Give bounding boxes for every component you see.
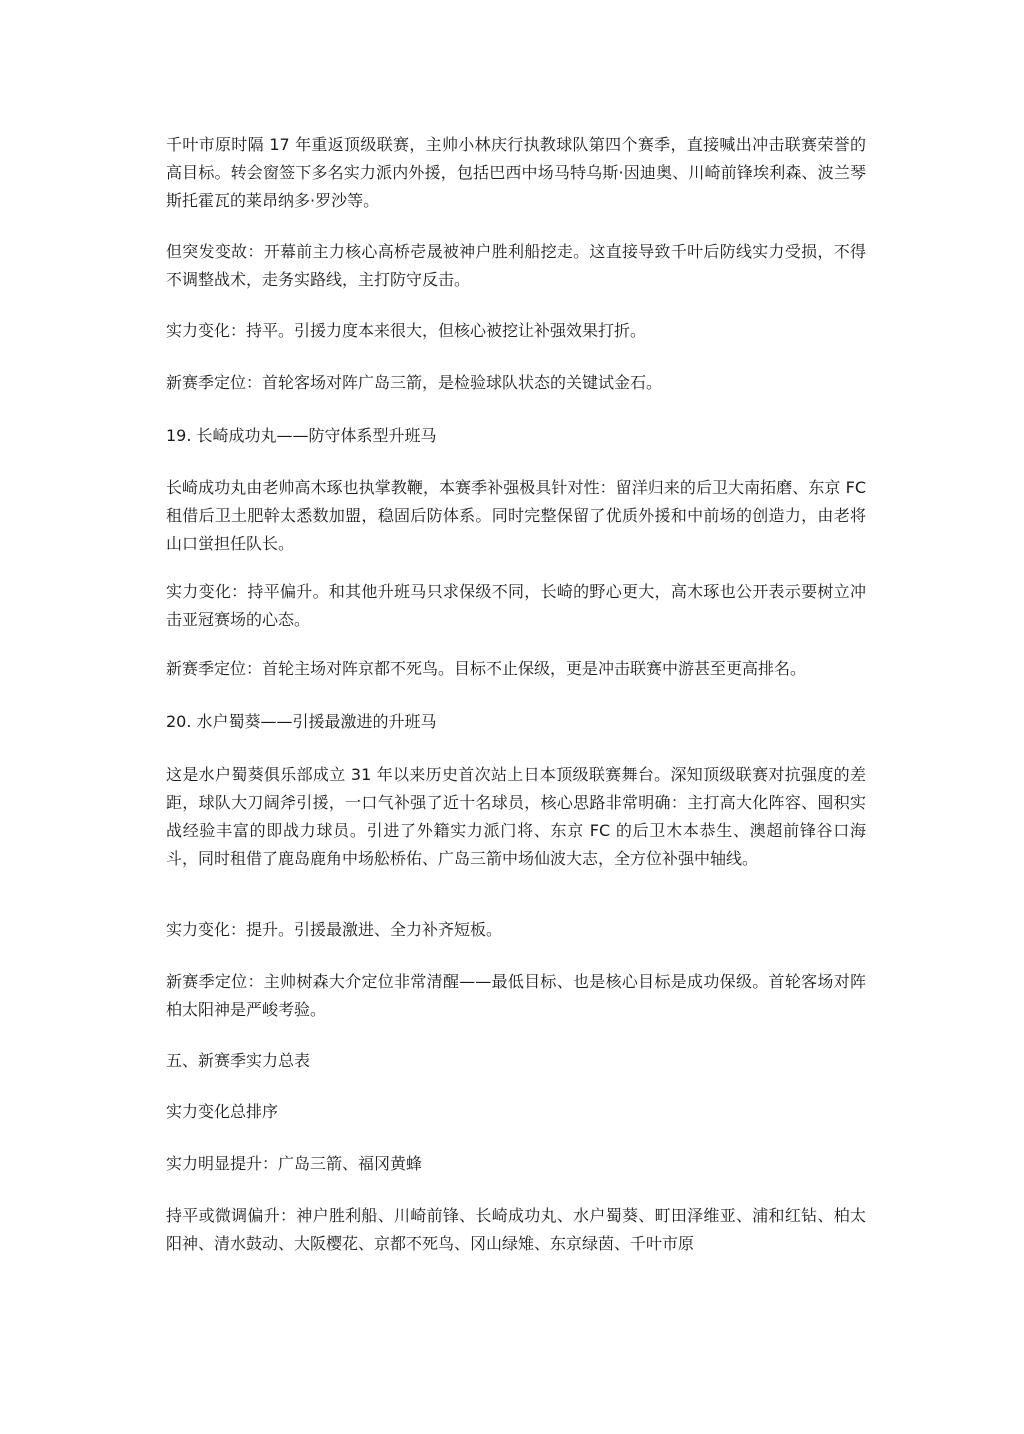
nagasaki-strength-paragraph: 实力变化：持平偏升。和其他升班马只求保级不同，长崎的野心更大，高木琢也公开表示要树立冲击亚冠赛场的心态。 — [166, 582, 866, 629]
mito-section-heading: 20. 水户蜀葵——引援最激进的升班马 — [166, 712, 437, 731]
chiba-strength-paragraph: 实力变化：持平。引援力度本来很大，但核心被挖让补强效果打折。 — [166, 321, 647, 340]
ranking-heading: 实力变化总排序 — [166, 1102, 279, 1121]
chiba-change-paragraph: 但突发变故：开幕前主力核心高桥壱晟被神户胜利船挖走。这直接导致千叶后防线实力受损，不得不调整战术，走务实路线，主打防守反击。 — [166, 242, 866, 289]
mito-intro-paragraph: 这是水户蜀葵俱乐部成立 31 年以来历史首次站上日本顶级联赛舞台。深知顶级联赛对抗强度的差距，球队大刀阔斧引援，一口气补强了近十名球员，核心思路非常明确：主打高大化阵容、囤积实战经验丰富的即战力球员。引进了外籍实力派门将、东京 FC 的后卫木本恭生、澳超前锋谷口海斗，同时租借了鹿岛鹿角中场舩桥佑、广岛三箭中场仙波大志，全方位补强中轴线。 — [166, 765, 866, 868]
chiba-position-paragraph: 新赛季定位：首轮客场对阵广岛三箭，是检验球队状态的关键试金石。 — [166, 373, 663, 392]
ranking-improved-paragraph: 实力明显提升：广岛三箭、福冈黄蜂 — [166, 1154, 423, 1173]
chiba-intro-paragraph: 千叶市原时隔 17 年重返顶级联赛，主帅小林庆行执教球队第四个赛季，直接喊出冲击联赛荣誉的高目标。转会窗签下多名实力派内外援，包括巴西中场马特乌斯·因迪奥、川崎前锋埃利森、波兰琴斯托霍瓦的莱昂纳多·罗沙等。 — [166, 135, 866, 210]
mito-position-paragraph: 新赛季定位：主帅树森大介定位非常清醒——最低目标、也是核心目标是成功保级。首轮客场对阵柏太阳神是严峻考验。 — [166, 972, 866, 1019]
mito-strength-paragraph: 实力变化：提升。引援最激进、全力补齐短板。 — [166, 920, 503, 939]
nagasaki-intro-paragraph: 长崎成功丸由老帅高木琢也执掌教鞭，本赛季补强极具针对性：留洋归来的后卫大南拓磨、东京 FC 租借后卫土肥幹太悉数加盟，稳固后防体系。同时完整保留了优质外援和中前场的创造力，由老将山口蛍担任队长。 — [166, 478, 872, 553]
ranking-flat-paragraph: 持平或微调偏升：神户胜利船、川崎前锋、长崎成功丸、水户蜀葵、町田泽维亚、浦和红钻、柏太阳神、清水鼓动、大阪樱花、京都不死鸟、冈山绿雉、东京绿茵、千叶市原 — [166, 1206, 866, 1253]
nagasaki-section-heading: 19. 长崎成功丸——防守体系型升班马 — [166, 426, 437, 445]
section-five-heading: 五、新赛季实力总表 — [166, 1051, 311, 1070]
nagasaki-position-paragraph: 新赛季定位：首轮主场对阵京都不死鸟。目标不止保级，更是冲击联赛中游甚至更高排名。 — [166, 659, 807, 678]
